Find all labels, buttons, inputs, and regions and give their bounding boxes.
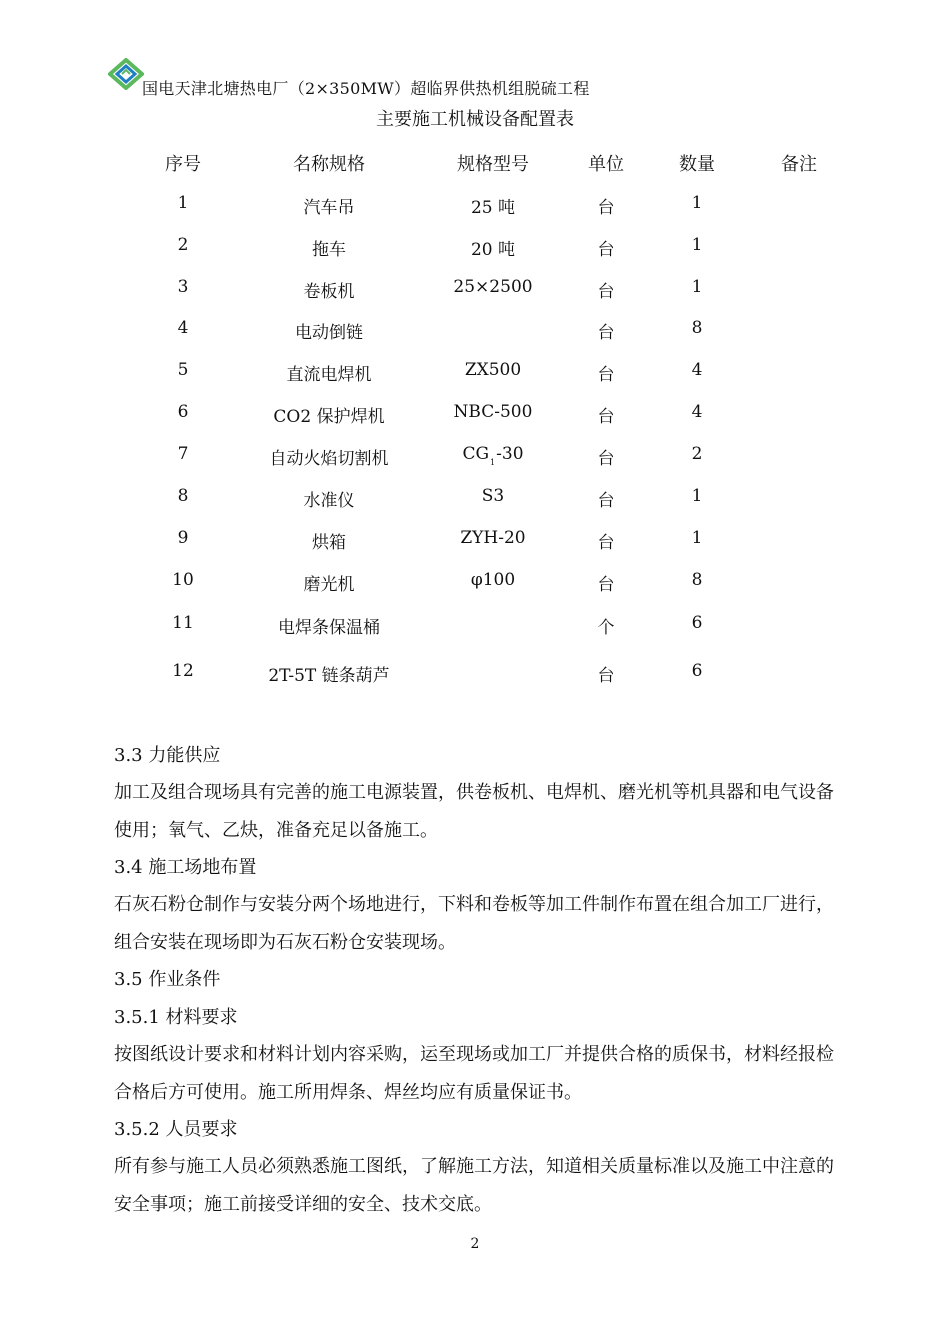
table-cell-col-no: 10 [172,570,194,590]
table-cell-col-name: 磨光机 [303,575,355,595]
table-cell-col-unit: 台 [597,282,615,302]
table-cell-col-qty: 1 [691,193,703,213]
table-header-col-model: 规格型号 [457,154,529,175]
table-cell-col-unit: 台 [597,449,615,469]
table-cell-col-no: 5 [177,360,189,380]
table-cell-col-no: 1 [177,193,189,213]
table-cell-col-qty: 1 [691,528,703,548]
model-base: CG [462,444,490,464]
table-cell-col-name: 水准仪 [303,491,355,511]
table-cell-col-no: 12 [172,661,194,681]
table-cell-col-qty: 6 [691,661,703,681]
table-cell-col-qty: 2 [691,444,703,464]
table-cell-col-name: 2T-5T 链条葫芦 [268,666,390,686]
table-cell-col-no: 8 [177,486,189,506]
table-cell-col-model: NBC-500 [453,402,533,422]
table-cell-col-model: 25 吨 [470,198,516,218]
body-line: 3.3 力能供应 [114,745,221,766]
body-line: 使用；氧气、乙炔，准备充足以备施工。 [114,820,438,841]
table-cell-col-unit: 台 [597,666,615,686]
body-line: 3.5 作业条件 [114,969,221,990]
table-cell-col-unit: 个 [597,618,615,638]
table-cell-col-name: 烘箱 [312,533,346,553]
table-cell-col-unit: 台 [597,533,615,553]
table-cell-col-qty: 1 [691,486,703,506]
table-cell-col-name: 拖车 [312,240,346,260]
body-line: 石灰石粉仓制作与安装分两个场地进行，下料和卷板等加工件制作布置在组合加工厂进行， [114,894,834,915]
table-cell-col-name: CO2 保护焊机 [273,407,385,427]
body-line: 3.5.2 人员要求 [114,1119,238,1140]
table-cell-col-unit: 台 [597,365,615,385]
table-cell-col-name: 卷板机 [303,282,355,302]
table-cell-col-no: 2 [177,235,189,255]
table-cell-col-name: 直流电焊机 [286,365,372,385]
table-header-col-note: 备注 [781,154,817,175]
body-line: 所有参与施工人员必须熟悉施工图纸，了解施工方法，知道相关质量标准以及施工中注意的 [114,1156,834,1177]
table-title: 主要施工机械设备配置表 [376,109,574,130]
table-cell-col-name: 电动倒链 [295,323,363,343]
table-cell-col-qty: 1 [691,235,703,255]
table-cell-col-no: 9 [177,528,189,548]
model-subscript: 1 [490,458,496,467]
table-cell-col-model: ZYH-20 [460,528,526,548]
model-tail: -30 [496,444,524,464]
table-cell-col-qty: 4 [691,360,703,380]
table-cell-col-name: 自动火焰切割机 [269,449,389,469]
table-cell-col-no: 7 [177,444,189,464]
body-line: 3.4 施工场地布置 [114,857,257,878]
table-cell-col-unit: 台 [597,198,615,218]
table-cell-col-no: 11 [172,613,194,633]
body-line: 按图纸设计要求和材料计划内容采购，运至现场或加工厂并提供合格的质保书，材料经报检 [114,1044,834,1065]
table-cell-col-name: 汽车吊 [303,198,355,218]
table-header-col-qty: 数量 [679,154,715,175]
body-line: 组合安装在现场即为石灰石粉仓安装现场。 [114,932,456,953]
table-header-col-unit: 单位 [588,154,624,175]
table-cell-col-no: 6 [177,402,189,422]
table-cell-col-no: 3 [177,277,189,297]
table-cell-col-unit: 台 [597,323,615,343]
company-logo-icon [108,58,144,90]
table-cell-col-model [462,444,524,467]
table-cell-col-qty: 8 [691,318,703,338]
table-cell-col-model: S3 [481,486,505,506]
table-cell-col-qty: 4 [691,402,703,422]
table-cell-col-model: 20 吨 [470,240,516,260]
page-number: 2 [470,1236,480,1252]
body-line: 安全事项；施工前接受详细的安全、技术交底。 [114,1194,492,1215]
body-line: 加工及组合现场具有完善的施工电源装置，供卷板机、电焊机、磨光机等机具器和电气设备 [114,782,834,803]
document-header-title: 国电天津北塘热电厂（2×350MW）超临界供热机组脱硫工程 [142,79,590,98]
table-cell-col-qty: 1 [691,277,703,297]
table-cell-col-model: ZX500 [464,360,522,380]
table-cell-col-qty: 8 [691,570,703,590]
table-header-col-name: 名称规格 [293,154,365,175]
table-cell-col-name: 电焊条保温桶 [278,618,380,638]
table-cell-col-qty: 6 [691,613,703,633]
table-header-col-no: 序号 [165,154,201,175]
body-line: 3.5.1 材料要求 [114,1007,238,1028]
table-cell-col-unit: 台 [597,575,615,595]
table-cell-col-unit: 台 [597,491,615,511]
table-cell-col-no: 4 [177,318,189,338]
table-cell-col-unit: 台 [597,240,615,260]
body-line: 合格后方可使用。施工所用焊条、焊丝均应有质量保证书。 [114,1082,582,1103]
table-cell-col-model: φ100 [470,570,516,590]
table-cell-col-unit: 台 [597,407,615,427]
table-cell-col-model: 25×2500 [453,277,533,297]
